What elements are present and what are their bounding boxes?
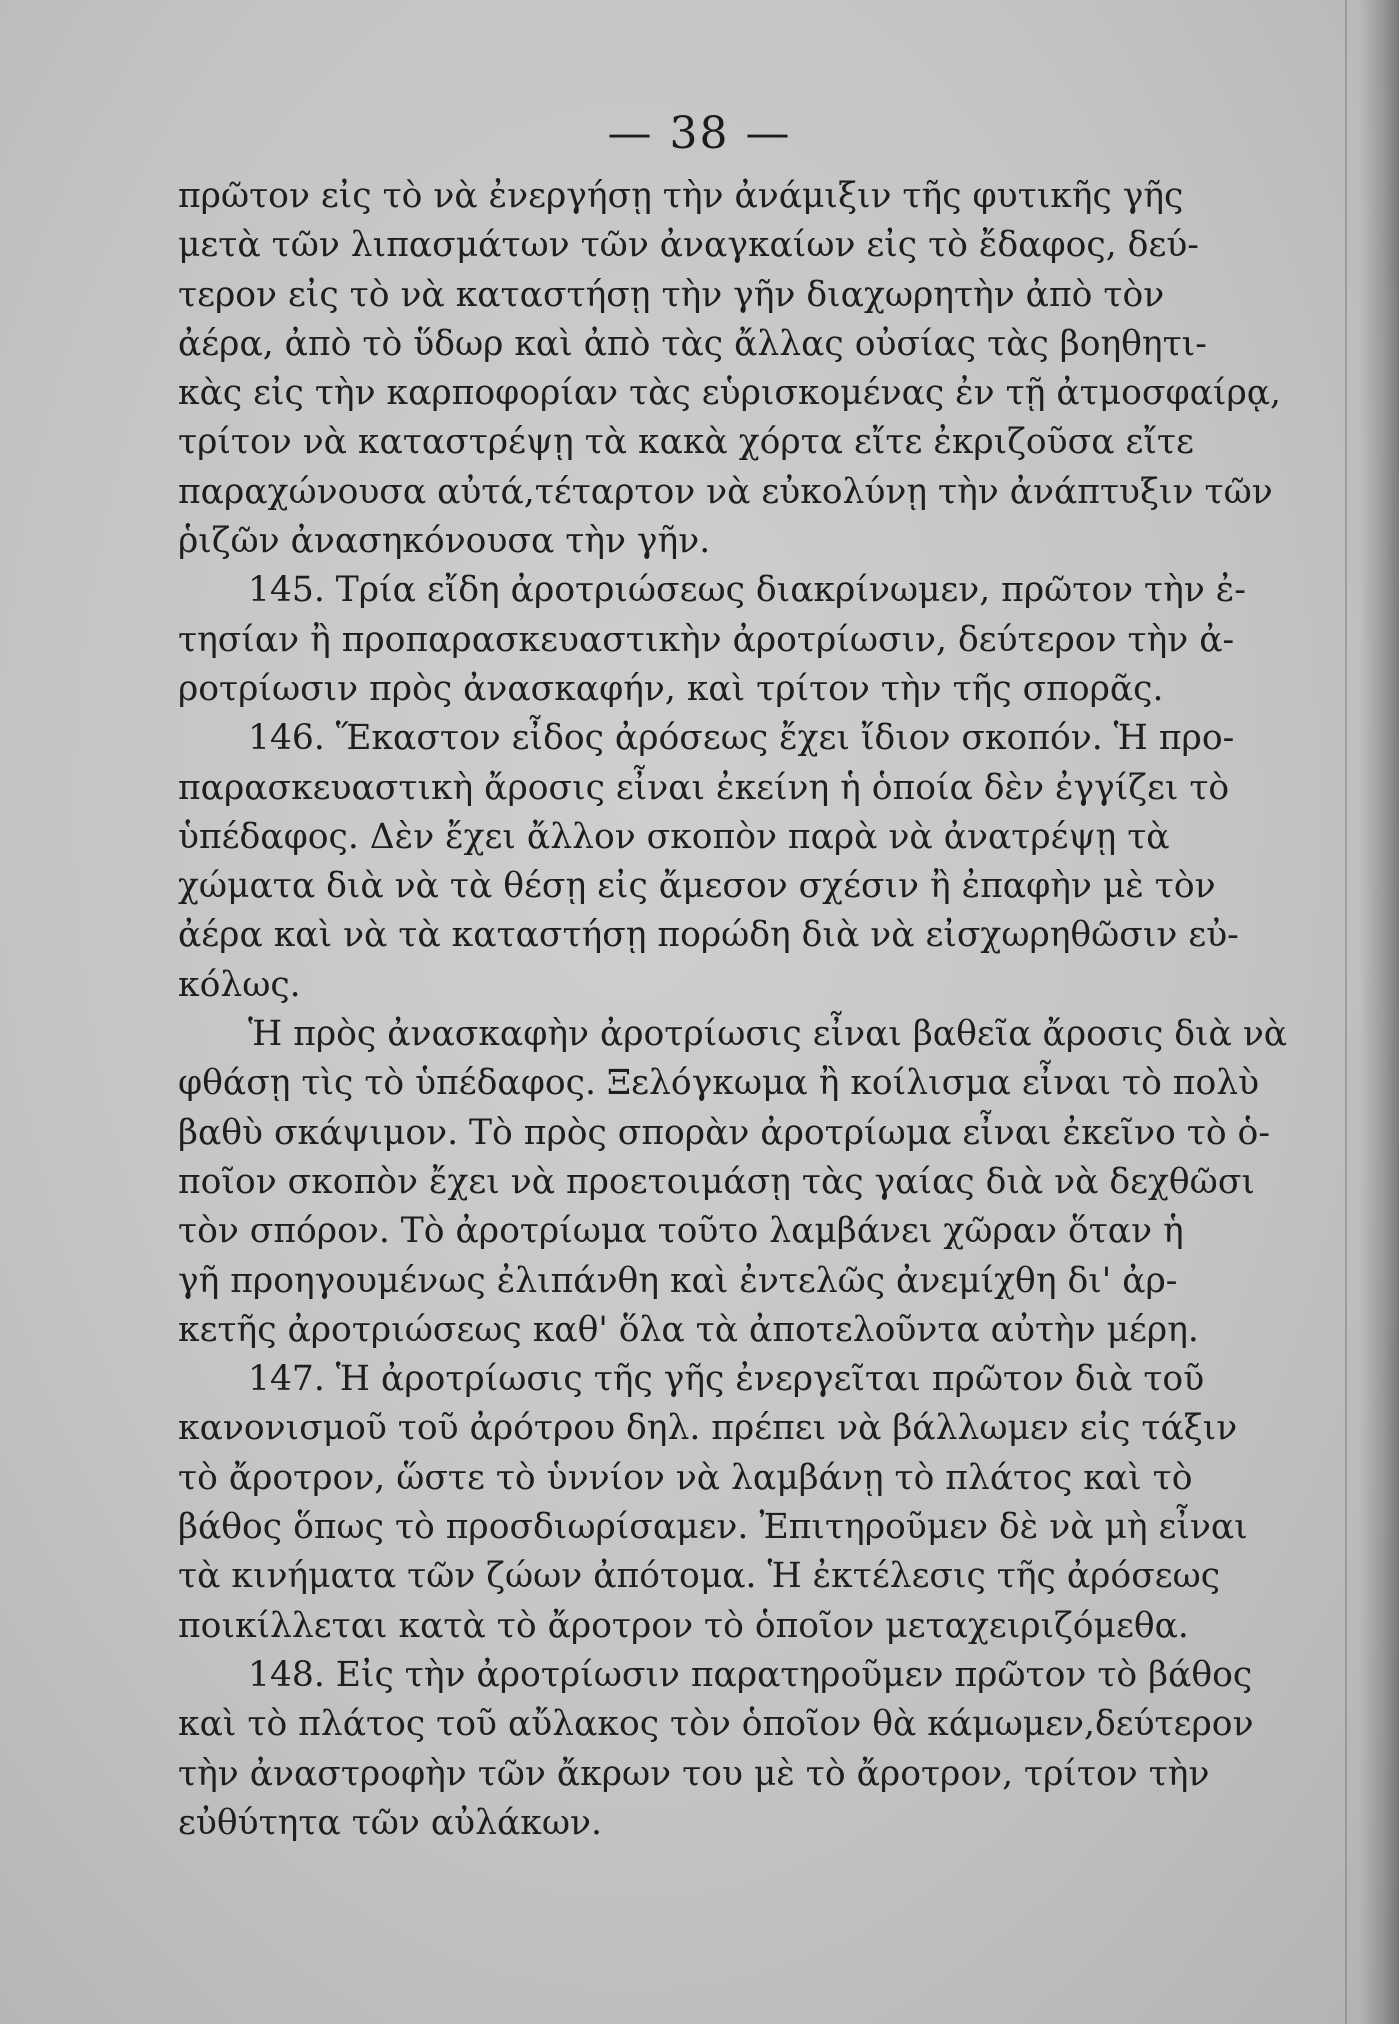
text-line: βαθὺ σκάψιμον. Τὸ πρὸς σπορὰν ἀροτρίωμα εἶναι ἐκεῖνο τὸ ὁ- [178,1112,1270,1153]
paragraph-146-start: 146. Ἕκαστον εἶδος ἀρόσεως ἔχει ἴδιον σκοπόν. Ἡ προ- [248,718,1235,759]
paragraph-145-start: 145. Τρία εἴδη ἀροτριώσεως διακρίνωμεν, πρῶτον τὴν ἐ- [248,570,1246,611]
text-line: βάθος ὅπως τὸ προσδιωρίσαμεν. Ἐπιτηροῦμεν δὲ νὰ μὴ εἶναι [178,1507,1248,1548]
text-line: κετῆς ἀροτριώσεως καθ' ὅλα τὰ ἀποτελοῦντα αὐτὴν μέρη. [178,1309,1199,1350]
text-line: τερον εἰς τὸ νὰ καταστήσῃ τὴν γῆν διαχωρητὴν ἀπὸ τὸν [178,274,1165,315]
page-crease [1345,0,1347,2024]
text-line: ὑπέδαφος. Δὲν ἔχει ἄλλον σκοπὸν παρὰ νὰ ἀνατρέψῃ τὰ [178,816,1170,857]
text-line: παραχώνουσα αὐτά,τέταρτον νὰ εὐκολύνῃ τὴν ἀνάπτυξιν τῶν [178,471,1273,512]
text-line: ποικίλλεται κατὰ τὸ ἄροτρον τὸ ὁποῖον μεταχειριζόμεθα. [178,1605,1189,1646]
text-line: τὰ κινήματα τῶν ζώων ἀπότομα. Ἡ ἐκτέλεσις τῆς ἀρόσεως [178,1556,1221,1597]
text-line: καὶ τὸ πλάτος τοῦ αὔλακος τὸν ὁποῖον θὰ κάμωμεν,δεύτερον [178,1704,1254,1745]
page-number: — 38 — [607,108,792,159]
text-line: μετὰ τῶν λιπασμάτων τῶν ἀναγκαίων εἰς τὸ ἔδαφος, δεύ- [178,225,1199,266]
text-line: κόλως. [178,964,301,1005]
text-line: γῆ προηγουμένως ἐλιπάνθη καὶ ἐντελῶς ἀνεμίχθη δι' ἀρ- [178,1260,1178,1301]
text-line: τρίτον νὰ καταστρέψῃ τὰ κακὰ χόρτα εἴτε ἐκριζοῦσα εἴτε [178,422,1194,463]
text-line: τὴν ἀναστροφὴν τῶν ἄκρων του μὲ τὸ ἄροτρον, τρίτον τὴν [178,1753,1210,1794]
body-text [178,172,1304,1848]
text-line: κὰς εἰς τὴν καρποφορίαν τὰς εὑρισκομένας ἐν τῇ ἀτμοσφαίρᾳ, [178,373,1281,414]
text-line: εὐθύτητα τῶν αὐλάκων. [178,1802,602,1843]
paragraph-147-start: 147. Ἡ ἀροτρίωσις τῆς γῆς ἐνεργεῖται πρῶτον διὰ τοῦ [248,1359,1205,1400]
text-line: παρασκευαστικὴ ἄροσις εἶναι ἐκείνη ἡ ὁποία δὲν ἐγγίζει τὸ [178,767,1230,808]
text-line: τησίαν ἢ προπαρασκευαστικὴν ἀροτρίωσιν, δεύτερον τὴν ἀ- [178,619,1235,660]
text-line: τὸ ἄροτρον, ὥστε τὸ ὑννίον νὰ λαμβάνῃ τὸ πλάτος καὶ τὸ [178,1457,1193,1498]
page-edge-shadow [1359,0,1399,2024]
text-line: ροτρίωσιν πρὸς ἀνασκαφήν, καὶ τρίτον τὴν τῆς σπορᾶς. [178,668,1164,709]
paragraph-start: Ἡ πρὸς ἀνασκαφὴν ἀροτρίωσις εἶναι βαθεῖα ἄροσις διὰ νὰ [248,1014,1288,1055]
text-line: χώματα διὰ νὰ τὰ θέσῃ εἰς ἄμεσον σχέσιν ἢ ἐπαφὴν μὲ τὸν [178,866,1216,907]
text-line: κανονισμοῦ τοῦ ἀρότρου δηλ. πρέπει νὰ βάλλωμεν εἰς τάξιν [178,1408,1238,1449]
paragraph-148-start: 148. Εἰς τὴν ἀροτρίωσιν παρατηροῦμεν πρῶτον τὸ βάθος [248,1654,1253,1695]
text-line: ἀέρα, ἀπὸ τὸ ὕδωρ καὶ ἀπὸ τὰς ἄλλας οὐσίας τὰς βοηθητι- [178,323,1207,364]
text-line: ῥιζῶν ἀνασηκόνουσα τὴν γῆν. [178,521,711,562]
text-line: πρῶτον εἰς τὸ νὰ ἐνεργήσῃ τὴν ἀνάμιξιν τῆς φυτικῆς γῆς [178,176,1184,216]
text-line: τὸν σπόρον. Τὸ ἀροτρίωμα τοῦτο λαμβάνει χῶραν ὅταν ἡ [178,1211,1184,1252]
text-line: ποῖον σκοπὸν ἔχει νὰ προετοιμάσῃ τὰς γαίας διὰ νὰ δεχθῶσι [178,1161,1255,1202]
text-line: ἀέρα καὶ νὰ τὰ καταστήσῃ πορώδη διὰ νὰ εἰσχωρηθῶσιν εὐ- [178,915,1239,956]
text-line: φθάσῃ τὶς τὸ ὑπέδαφος. Ξελόγκωμα ἢ κοίλισμα εἶναι τὸ πολὺ [178,1063,1260,1104]
